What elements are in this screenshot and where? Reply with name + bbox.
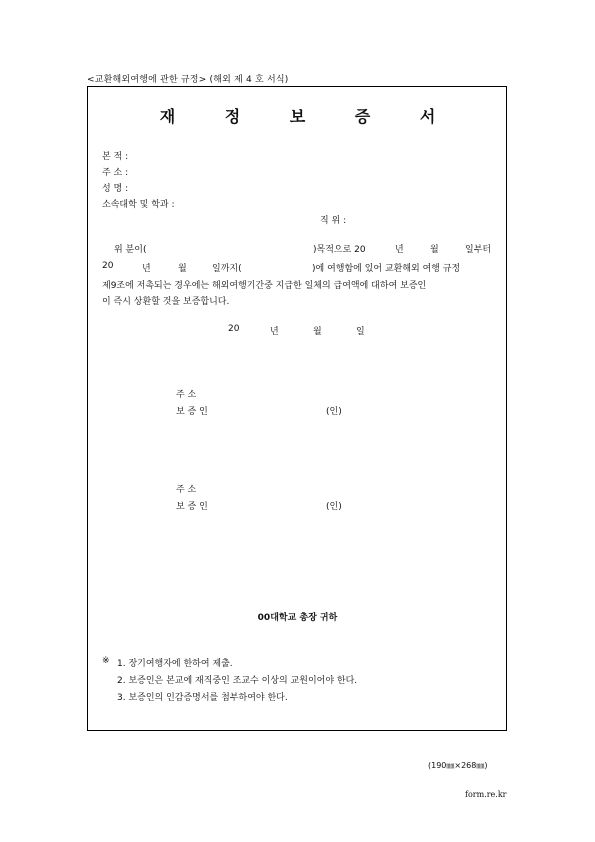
date-month: 월 bbox=[313, 327, 322, 337]
guarantor1-address-label: 주 소 bbox=[176, 390, 197, 400]
note-item-1: 1. 장기여행자에 한하여 제출. bbox=[117, 659, 233, 669]
address-label: 주 소 : bbox=[102, 168, 129, 178]
guarantor1-seal-mark: (인) bbox=[326, 407, 342, 417]
body-line1-day-from: 일부터 bbox=[465, 245, 492, 255]
body-line2-until: 일까지( bbox=[212, 264, 242, 274]
date-day: 일 bbox=[356, 327, 365, 337]
guarantor2-name-label: 보 증 인 bbox=[176, 502, 208, 512]
body-line2-month: 월 bbox=[178, 264, 187, 274]
form-frame bbox=[87, 86, 507, 731]
body-line4: 이 즉시 상환할 것을 보증합니다. bbox=[102, 297, 230, 307]
note-item-2: 2. 보증인은 본교에 재직중인 조교수 이상의 교원이어야 한다. bbox=[117, 676, 358, 686]
date-year-prefix: 20 bbox=[228, 324, 240, 334]
name-label: 성 명 : bbox=[102, 184, 129, 194]
body-line2-rest: )에 여행함에 있어 교환해외 여행 규정 bbox=[312, 264, 461, 274]
domicile-label: 본 적 : bbox=[102, 152, 129, 162]
guarantor2-seal-mark: (인) bbox=[326, 502, 342, 512]
guarantor2-address-label: 주 소 bbox=[176, 485, 197, 495]
form-title: 재 정 보 증 서 bbox=[159, 107, 458, 126]
body-line2-year: 년 bbox=[142, 264, 151, 274]
addressee: 00대학교 총장 귀하 bbox=[257, 613, 338, 623]
paper-size-note: (190㎜×268㎜) bbox=[428, 761, 488, 770]
notes-mark: ※ bbox=[102, 656, 110, 666]
form-regulation-caption: <교환해외여행에 관한 규정> (해외 제 4 호 서식) bbox=[87, 75, 289, 85]
body-line3: 제9조에 저촉되는 경우에는 해외여행기간중 지급한 일체의 급여액에 대하여 보증인 bbox=[102, 281, 427, 291]
body-line1-year: 년 bbox=[395, 245, 404, 255]
date-year: 년 bbox=[270, 327, 279, 337]
note-item-3: 3. 보증인의 인감증명서를 첨부하여야 한다. bbox=[117, 693, 288, 703]
position-label: 직 위 : bbox=[320, 216, 347, 226]
source-site-mark: form.re.kr bbox=[465, 790, 507, 799]
body-line1-prefix: 위 분이( bbox=[114, 245, 147, 255]
guarantor1-name-label: 보 증 인 bbox=[176, 407, 208, 417]
department-label: 소속대학 및 학과 : bbox=[102, 200, 175, 210]
body-line1-month: 월 bbox=[430, 245, 439, 255]
body-line1-purpose: )목적으로 20 bbox=[313, 245, 366, 255]
body-line2-prefix: 20 bbox=[102, 261, 114, 271]
